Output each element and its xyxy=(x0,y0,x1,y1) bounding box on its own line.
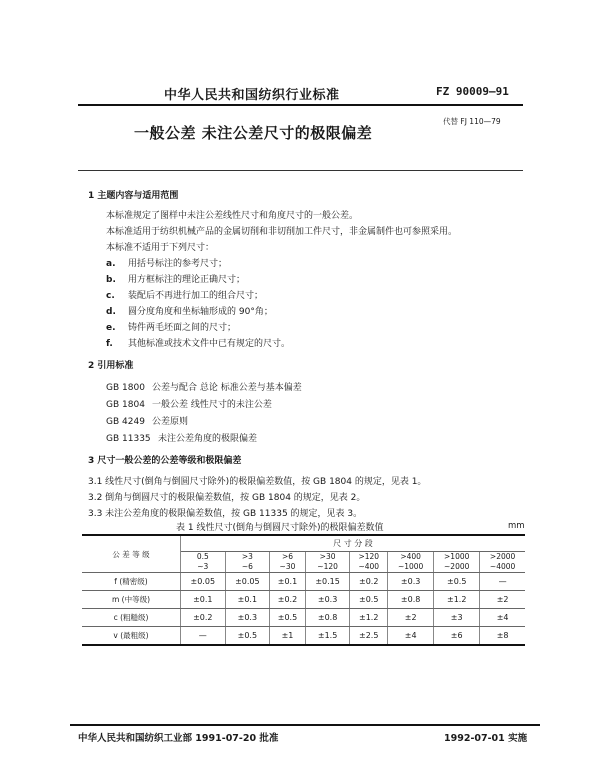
range-header xyxy=(181,552,226,573)
table-cell: ±3 xyxy=(434,609,480,627)
span-header: 尺 寸 分 段 xyxy=(181,535,526,552)
table-cell: ±0.5 xyxy=(225,627,270,646)
list-letter: d. xyxy=(106,307,116,317)
grade-label: m (中等级) xyxy=(82,591,181,609)
reference-code: GB 1800 xyxy=(106,383,145,393)
list-letter: c. xyxy=(106,291,115,301)
title-rule xyxy=(78,170,523,171)
range-bottom: ~3 xyxy=(197,562,209,571)
table-cell: ±2 xyxy=(480,591,525,609)
reference-item xyxy=(106,397,272,410)
table-cell: ±0.2 xyxy=(181,609,226,627)
list-item xyxy=(106,336,290,349)
reference-code: GB 11335 xyxy=(106,434,151,444)
table-cell: ±1 xyxy=(270,627,306,646)
range-bottom: ~4000 xyxy=(489,562,516,571)
list-text: 用方框标注的理论正确尺寸； xyxy=(128,275,246,285)
section-3-heading: 3 尺寸一般公差的公差等级和极限偏差 xyxy=(88,456,242,466)
table-cell: ±0.3 xyxy=(388,573,434,591)
list-letter: f. xyxy=(106,339,113,349)
header-rule xyxy=(78,104,523,106)
range-top: >120 xyxy=(358,552,380,561)
table-cell: ±4 xyxy=(480,609,525,627)
range-top: >1000 xyxy=(444,552,470,561)
reference-title: 一般公差 线性尺寸的未注公差 xyxy=(152,400,272,410)
table-cell: ±0.3 xyxy=(225,609,270,627)
section-2-heading: 2 引用标准 xyxy=(88,361,134,371)
table-cell: ±2.5 xyxy=(350,627,388,646)
clause-3-2: 3.2 倒角与倒圆尺寸的极限偏差数值，按 GB 1804 的规定，见表 2。 xyxy=(88,493,366,503)
table-cell: ±0.8 xyxy=(305,609,350,627)
grade-header: 公 差 等 级 xyxy=(82,535,181,573)
table-cell: ±1.2 xyxy=(350,609,388,627)
table-row xyxy=(82,591,525,609)
range-top: >3 xyxy=(241,552,253,561)
table-header-row xyxy=(82,535,525,552)
footer-rule xyxy=(70,724,540,726)
table-cell: ±4 xyxy=(388,627,434,646)
table-cell: ±0.15 xyxy=(305,573,350,591)
section-1-paragraph: 本标准规定了图样中未注公差线性尺寸和角度尺寸的一般公差。 xyxy=(106,211,359,221)
table-cell: ±2 xyxy=(388,609,434,627)
list-text: 圆分度角度和坐标轴形成的 90°角； xyxy=(128,307,273,317)
clause-3-1: 3.1 线性尺寸(倒角与倒圆尺寸除外)的极限偏差数值，按 GB 1804 的规定，见表 1。 xyxy=(88,477,427,487)
range-top: 0.5 xyxy=(196,552,209,561)
reference-item xyxy=(106,380,302,393)
section-1-heading: 1 主题内容与适用范围 xyxy=(88,191,179,201)
range-top: >30 xyxy=(319,552,336,561)
table-cell: ±0.1 xyxy=(181,591,226,609)
table-row xyxy=(82,609,525,627)
reference-item xyxy=(106,431,257,444)
reference-title: 未注公差角度的极限偏差 xyxy=(158,434,258,444)
range-header xyxy=(350,552,388,573)
range-top: >400 xyxy=(400,552,421,561)
standard-body-title: 中华人民共和国纺织行业标准 xyxy=(164,88,340,103)
table-cell: ±6 xyxy=(434,627,480,646)
document-title: 一般公差 未注公差尺寸的极限偏差 xyxy=(134,124,373,142)
range-header xyxy=(434,552,480,573)
table-cell: ±0.05 xyxy=(225,573,270,591)
list-letter: a. xyxy=(106,259,116,269)
grade-label: f (精密级) xyxy=(82,573,181,591)
grade-label: c (粗糙级) xyxy=(82,609,181,627)
range-header xyxy=(480,552,525,573)
section-1-paragraph: 本标准不适用于下列尺寸： xyxy=(106,243,215,253)
table-cell: ±1.2 xyxy=(434,591,480,609)
table-cell: ±0.2 xyxy=(350,573,388,591)
range-top: >6 xyxy=(281,552,293,561)
tolerance-table xyxy=(82,534,525,646)
list-item xyxy=(106,288,263,301)
range-header xyxy=(270,552,306,573)
table-cell: ±0.2 xyxy=(270,591,306,609)
reference-title: 公差原则 xyxy=(152,417,189,427)
range-header xyxy=(305,552,350,573)
table-row xyxy=(82,573,525,591)
list-text: 装配后不再进行加工的组合尺寸； xyxy=(128,291,264,301)
range-bottom: ~1000 xyxy=(397,562,424,571)
range-header xyxy=(225,552,270,573)
grade-label: v (最粗级) xyxy=(82,627,181,646)
range-bottom: ~6 xyxy=(241,562,253,571)
table-cell: ±1.5 xyxy=(305,627,350,646)
approval-note: 中华人民共和国纺织工业部 1991-07-20 批准 xyxy=(78,733,279,744)
range-bottom: ~2000 xyxy=(444,562,470,571)
effective-date: 1992-07-01 实施 xyxy=(444,733,528,744)
table-unit: mm xyxy=(508,521,525,531)
table-cell: ±0.1 xyxy=(225,591,270,609)
replaces-note: 代替 FJ 110—79 xyxy=(443,117,501,126)
range-top: >2000 xyxy=(489,552,516,561)
table-cell: — xyxy=(480,573,525,591)
list-item xyxy=(106,304,273,317)
reference-title: 公差与配合 总论 标准公差与基本偏差 xyxy=(152,383,302,393)
standard-code: FZ 90009—91 xyxy=(436,85,509,98)
table-cell: — xyxy=(181,627,226,646)
list-item xyxy=(106,256,227,269)
list-text: 铸件两毛坯面之间的尺寸； xyxy=(128,323,237,333)
table-caption: 表 1 线性尺寸(倒角与倒圆尺寸除外)的极限偏差数值 xyxy=(176,523,384,533)
table-cell: ±0.05 xyxy=(181,573,226,591)
list-text: 用括号标注的参考尺寸； xyxy=(128,259,228,269)
range-bottom: ~400 xyxy=(358,562,380,571)
range-header xyxy=(388,552,434,573)
list-item xyxy=(106,272,245,285)
table-cell: ±0.5 xyxy=(270,609,306,627)
table-cell: ±0.1 xyxy=(270,573,306,591)
table-cell: ±0.8 xyxy=(388,591,434,609)
reference-item xyxy=(106,414,188,427)
table-cell: ±0.5 xyxy=(350,591,388,609)
list-item xyxy=(106,320,236,333)
range-bottom: ~30 xyxy=(279,562,296,571)
reference-code: GB 4249 xyxy=(106,417,145,427)
clause-3-3: 3.3 未注公差角度的极限偏差数值，按 GB 11335 的规定，见表 3。 xyxy=(88,509,363,519)
table-cell: ±0.3 xyxy=(305,591,350,609)
table-cell: ±0.5 xyxy=(434,573,480,591)
table-cell: ±8 xyxy=(480,627,525,646)
list-letter: e. xyxy=(106,323,116,333)
table-row xyxy=(82,627,525,646)
list-text: 其他标准或技术文件中已有规定的尺寸。 xyxy=(128,339,291,349)
reference-code: GB 1804 xyxy=(106,400,145,410)
range-bottom: ~120 xyxy=(317,562,338,571)
list-letter: b. xyxy=(106,275,116,285)
section-1-paragraph: 本标准适用于纺织机械产品的金属切削和非切削加工件尺寸，非金属制件也可参照采用。 xyxy=(106,227,458,237)
